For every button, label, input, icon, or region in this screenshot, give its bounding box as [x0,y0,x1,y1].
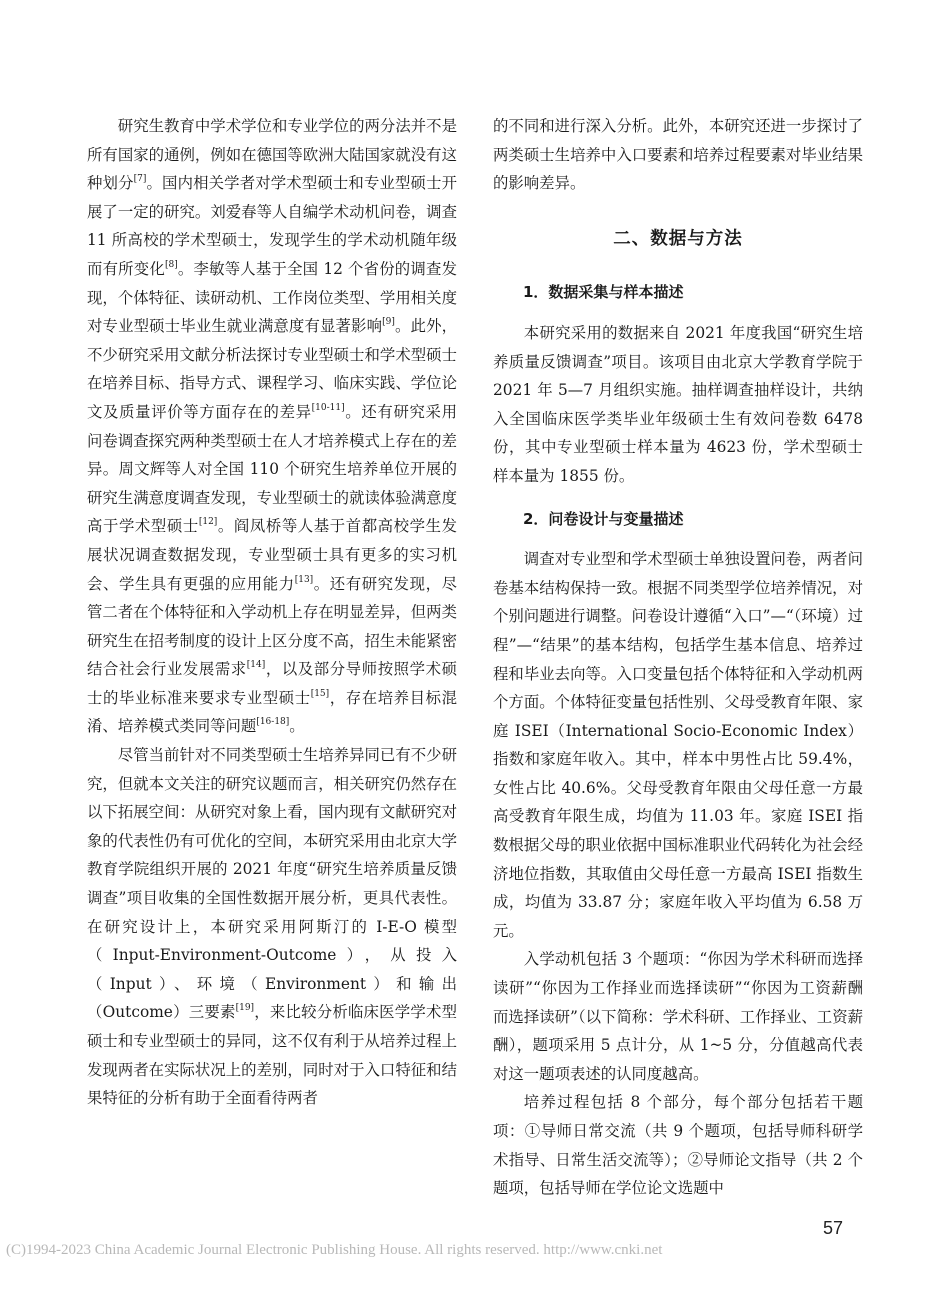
citation-ref: [13] [294,574,314,585]
right-column [493,112,863,1203]
citation-ref: [9] [382,317,395,328]
subsection-title-questionnaire: 2．问卷设计与变量描述 [523,509,684,528]
paragraph-questionnaire: 调查对专业型和学术型硕士单独设置问卷，两者问卷基本结构保持一致。根据不同类型学位培养情况，对个别问题进行调整。问卷设计遵循“入口”—“（环境）过程”—“结果”的基本结构，包括学生基本信息、培养过程和毕业去向等。入口变量包括个体特征和入学动机两个方面。个体特征变量包括性别、父母受教育年限、家庭 ISEI（International Socio-Economic Index）指数和家庭年收入。其中，样本中男性占比 59.4%，女性占比 40.6%。父母受教育年限由父母任意一方最高受教育年限生成，均值为 11.03 年。家庭 ISEI 指数根据父母的职业依据中国标准职业代码转化为社会经济地位指数，其取值由父母任意一方最高 ISEI 指数生成，均值为 33.87 分；家庭年收入平均值为 6.58 万元。 [493,550,863,940]
paragraph-research-gap: 尽管当前针对不同类型硕士生培养异同已有不少研究，但就本文关注的研究议题而言，相关研究仍然存在以下拓展空间：从研究对象上看，国内现有文献研究对象的代表性仍有可优化的空间，本研究采用由北京大学教育学院组织开展的 2021 年度“研究生培养质量反馈调查”项目收集的全国性数据开展分析，更具代表性。在研究设计上，本研究采用阿斯汀的 I-E-O 模型（Input-Environment-Outcome），从投入（Input）、环境（Environment）和输出（Outcome）三要素[19]，来比较分析临床医学学术型硕士和专业型硕士的异同，这不仅有利于从培养过程上发现两者在实际状况上的差别，同时对于入口特征和结果特征的分析有助于全面看待两者 [87,746,457,1108]
paragraph-continuation: 的不同和进行深入分析。此外，本研究还进一步探讨了两类硕士生培养中入口要素和培养过程要素对毕业结果的影响差异。 [493,117,863,193]
paragraph-data-source: 本研究采用的数据来自 2021 年度我国“研究生培养质量反馈调查”项目。该项目由北京大学教育学院于 2021 年 5—7 月组织实施。抽样调查抽样设计，共纳入全国临床医学类毕业年级硕士生有效问卷数 6478 份，其中专业型硕士样本量为 4623 份，学术型硕士样本量为 1855 份。 [493,323,863,485]
citation-ref: [19] [235,1003,255,1014]
copyright-footer: (C)1994-2023 China Academic Journal Electronic Publishing House. All rights reserved. http://www.cnki.net [6,1242,663,1258]
citation-ref: [15] [310,688,330,699]
citation-ref: [7] [133,174,147,185]
citation-ref: [8] [164,259,178,270]
subsection-title-data: 1．数据采集与样本描述 [523,283,684,302]
paragraph-motivation: 入学动机包括 3 个题项：“你因为学术科研而选择读研”“你因为工作择业而选择读研”“你因为工资薪酬而选择读研”（以下简称：学术科研、工作择业、工资薪酬），题项采用 5 点计分，从 1~5 分，分值越高代表对这一题项表述的认同度越高。 [493,950,863,1083]
section-title: 二、数据与方法 [613,228,743,249]
citation-ref: [10-11] [311,402,345,413]
left-column [87,112,457,1113]
citation-ref: [14] [246,660,266,671]
paragraph-literature-review: 研究生教育中学术学位和专业学位的两分法并不是所有国家的通例，例如在德国等欧洲大陆国家就没有这种划分[7]。国内相关学者对学术型硕士和专业型硕士开展了一定的研究。刘爱春等人自编学术动机问卷，调查 11 所高校的学术型硕士，发现学生的学术动机随年级而有所变化[8]。李敏等人基于全国 12 个省份的调查发现，个体特征、读研动机、工作岗位类型、学用相关度对专业型硕士毕业生就业满意度有显著影响[9]。此外，不少研究采用文献分析法探讨专业型硕士和学术型硕士在培养目标、指导方式、课程学习、临床实践、学位论文及质量评价等方面存在的差异[10-11]。还有研究采用问卷调查探究两种类型硕士在人才培养模式上存在的差异。周文辉等人对全国 110 个研究生培养单位开展的研究生满意度调查发现，专业型硕士的就读体验满意度高于学术型硕士[12]。阎凤桥等人基于首都高校学生发展状况调查数据发现，专业型硕士具有更多的实习机会、学生具有更强的应用能力[13]。还有研究发现，尽管二者在个体特征和入学动机上存在明显差异，但两类研究生在招考制度的设计上区分度不高，招生未能紧密结合社会行业发展需求[14]，以及部分导师按照学术硕士的毕业标准来要求专业型硕士[15]，存在培养目标混淆、培养模式类同等问题[16-18]。 [87,117,457,736]
citation-ref: [12] [198,517,218,528]
paragraph-training-process: 培养过程包括 8 个部分，每个部分包括若干题项：①导师日常交流（共 9 个题项，包括导师科研学术指导、日常生活交流等）；②导师论文指导（共 2 个题项，包括导师在学位论文选题中 [493,1093,863,1198]
page-number: 57 [823,1218,844,1238]
citation-ref: [16-18] [256,717,290,728]
